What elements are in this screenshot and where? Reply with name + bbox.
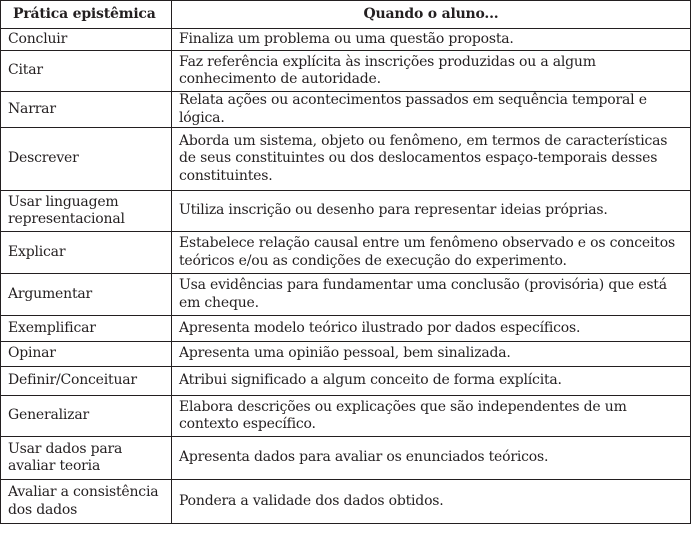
practice-cell: Usar dados para avaliar teoria <box>1 437 172 480</box>
table-row <box>1 480 691 524</box>
table-row <box>1 316 691 342</box>
table-row <box>1 367 691 396</box>
description-cell: Elabora descrições ou explicações que são independentes de um contexto específico. <box>172 396 691 437</box>
practice-cell: Concluir <box>1 29 172 51</box>
description-cell: Finaliza um problema ou uma questão proposta. <box>172 29 691 51</box>
description-cell: Apresenta dados para avaliar os enunciados teóricos. <box>172 437 691 480</box>
table-row <box>1 191 691 232</box>
description-cell: Apresenta uma opinião pessoal, bem sinalizada. <box>172 342 691 367</box>
description-cell: Estabelece relação causal entre um fenômeno observado e os conceitos teóricos e/ou as condições de execução do experimento. <box>172 232 691 274</box>
table-row <box>1 342 691 367</box>
practice-cell: Explicar <box>1 232 172 274</box>
table-row <box>1 232 691 274</box>
practice-cell: Generalizar <box>1 396 172 437</box>
description-cell: Atribui significado a algum conceito de forma explícita. <box>172 367 691 396</box>
table-row <box>1 29 691 51</box>
table-row <box>1 396 691 437</box>
description-cell: Relata ações ou acontecimentos passados em sequência temporal e lógica. <box>172 92 691 128</box>
table-row <box>1 51 691 92</box>
header-practice: Prática epistêmica <box>1 1 172 29</box>
practice-cell: Citar <box>1 51 172 92</box>
practice-cell: Narrar <box>1 92 172 128</box>
practice-cell: Descrever <box>1 128 172 191</box>
practice-cell: Definir/Conceituar <box>1 367 172 396</box>
practice-cell: Exemplificar <box>1 316 172 342</box>
table-header-row <box>1 1 691 29</box>
practice-cell: Argumentar <box>1 274 172 316</box>
table-row <box>1 437 691 480</box>
description-cell: Usa evidências para fundamentar uma conclusão (provisória) que está em cheque. <box>172 274 691 316</box>
table-row <box>1 128 691 191</box>
description-cell: Pondera a validade dos dados obtidos. <box>172 480 691 524</box>
table-row <box>1 92 691 128</box>
table-row <box>1 274 691 316</box>
practice-cell: Opinar <box>1 342 172 367</box>
practice-cell: Avaliar a consistência dos dados <box>1 480 172 524</box>
description-cell: Aborda um sistema, objeto ou fenômeno, em termos de características de seus constituintes ou dos deslocamentos espaço-temporais desses constituintes. <box>172 128 691 191</box>
description-cell: Utiliza inscrição ou desenho para representar ideias próprias. <box>172 191 691 232</box>
description-cell: Apresenta modelo teórico ilustrado por dados específicos. <box>172 316 691 342</box>
practice-cell: Usar linguagem representacional <box>1 191 172 232</box>
header-description: Quando o aluno... <box>172 1 691 29</box>
description-cell: Faz referência explícita às inscrições produzidas ou a algum conhecimento de autoridade. <box>172 51 691 92</box>
